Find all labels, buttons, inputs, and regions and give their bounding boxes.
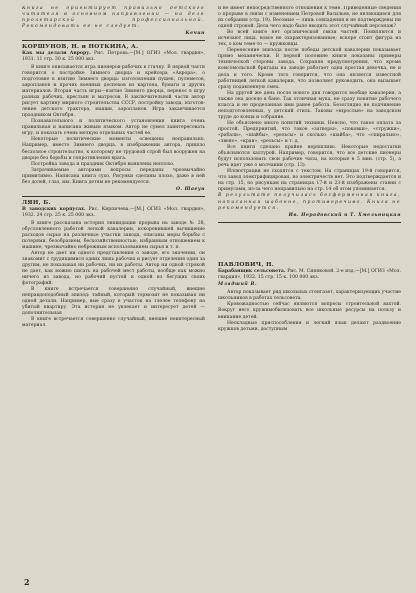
- book-details: Рис. Кирпичева.—[М.] ОГИЗ «Мол. гвардия», 1932. 24 стр. 25 к. 25 000 экз.: [22, 206, 205, 218]
- review-paragraph: Во всей книге нет органической связи частей. Появляются и исчезают лица, вовсе не охарактеризованные; вскоре стоит фигура из тех, о ком теме-то — кружковцы.: [218, 30, 401, 48]
- entry-heading: ПАВЛОВИЧ, Н.: [218, 261, 275, 268]
- book-title: В заводских корпусах.: [22, 206, 86, 212]
- review-paragraph: Постройка завода и праздник Октября выявлены неплохо.: [31, 161, 175, 167]
- review-paragraph: Не объяснено много понятий техники. Неясно, что такое оплата за простой. Предприятий, что такое «затворы», «поковки», «стружки», «рабали», «шайбы», «рельсы» и сколько «шайба», что «спирально», «звено», «кран», «рельсы» и т. д.: [218, 120, 401, 145]
- blank-space: [218, 226, 401, 260]
- review-paragraph: Иллюстрации не сходятся с текстом. На страницах 19-й говорится, что завод электрифицирован, но электричеств нет. Это подтверждается и на стр. 15, по рисункам на страницах 17-й и 23-й изображены ставни с примусами, из-за чего неправильно на стр. 14 об этом упоминается.: [218, 169, 401, 193]
- review-paragraph: Некоторые политические моменты освещены неправильно. Например, вместо Зимнего дворца, в изображении автора, пришло бесхозное строительство, к которому не трудовой строй был вооружен на дворце без борьбы и сопротивления врага.: [22, 137, 205, 161]
- section-divider: [22, 196, 205, 197]
- review-signature: О. Шаеун: [175, 186, 205, 192]
- review-paragraph: и не имеет непосредственного отношения к теме. Приведенные сведения о прорыве в связи с изменением Петровой Васильев, не являющиеся для их собрания (стр. 19). Весомые — лишь совпадения и не подтверждены ни одной строкой. Дела чего надо было вводить этот случайный персонаж?: [218, 6, 401, 30]
- review-paragraph: Автор не дает ни одного представления о заводе, его значении, он знакомит с трудящимися одних лишь рабочих и рисует отделения один за другим, не показывая ни рабочих, ни их работы. Автор ни одной строкой не дает, как можно писать на рабочей мест работы, вообще как можно ничего из завода, но рабочий пустой и одной из бегущих своих фотографий.: [22, 250, 205, 286]
- review-paragraph: На другой же день после нового дня говорится вообще кавалерия, а также она доселе в бане. Так отличная мука, не сразу понятие рабочего класса и не проделанная ими ранее работа. Безоглядно не подчинение неподготовленных, у детский стиль. Таковы «взрослые» на заводском труде до конца и собрание.: [218, 90, 401, 120]
- section-divider: [22, 40, 205, 41]
- review-paragraph: Автор показывает ряд школьных стенгазет, характеризующих участие школьников в работах сельсовета.: [218, 290, 401, 302]
- right-column: [218, 6, 401, 587]
- entry-heading: ЛЯН, Б.: [22, 199, 51, 206]
- review-paragraph: В книге рассказана история ликвидации прорыва на заводе № 28, обусловленного работой легкой кавалерии, искоренившей вычищение расходов сырья на различные участки завода, описаны меры борьбы с потерями, безобразием, бесхозяйственностью, избранным отношением к машине, чрезвычайно небрежным использованием сырья и т. п.: [22, 220, 205, 250]
- intro-signature: Кечин: [185, 31, 205, 37]
- review-paragraph: Нескладные приспособления и легкий язык делают раздвоение кружков детьми, доступным: [218, 320, 401, 332]
- book-details: Рис. М. Синяковой. 2-е изд.—[М.] ОГИЗ «Мол. гвардия», 1932. 15 стр. 15 к. 100 000 экз.: [218, 268, 401, 280]
- page-number: 2: [24, 577, 30, 587]
- book-title: Барабанщик сельсовета.: [218, 268, 286, 274]
- intro-text: Книга не ориентирует правильно детского читателя в основном направлении — на деле пролетарской профессиональной. Рекомендовать ее не следует.: [22, 6, 205, 30]
- review-paragraph: Познавательного и политического установления книга очень правильная и написана живым языком. Автор не сумел заинтересовать игру, и показать очень мелкую отдельных частей ее.: [22, 119, 205, 137]
- entry-bibliography: [22, 51, 205, 63]
- review-paragraph: В книге встречается совершенно случайный, внешне неправдоподобный эпизод: тайный, который тормозит не показывая ни одной детали. Например, вые сразу в участок на тлелее телефону на убитый квартиру. Эта история не увлекает и интересует детей — дополнительная: [22, 287, 205, 317]
- review-signature: Ив. Нерадовский и Т. Хмельницкая: [288, 212, 401, 218]
- review-paragraph: Кровожадностью сейчас являются вопросы строительной вахтой. Вокруг него кружимобилизовать все школьные ресурсы на пользу и вникание детей.: [218, 302, 401, 320]
- review-paragraph: Все книги сделано крайне неряшливо. Некоторые недостатки объясняются халтурой. Например, говорится, что все детские пионеры будут использовать свои рабочие часы, на которые в 5 мин. (стр. 5), а речь идет уже о молчании (стр. 13).: [218, 145, 401, 169]
- age-group: Младший В.: [218, 282, 258, 288]
- left-column: [22, 6, 205, 587]
- review-paragraph: В книге описывается игра пионеров-рабочих в стачку. В первой части говорится о постройке Зимнего дворца и крейсера «Аврора», о подготовке к взятию Зимнего дворца: изготовлении пушек, пулеметов, аэропланов и прочих военных доспехов из картона, бумаги и других материалов. Вторая часть игры—взятие Зимнего дворца, перенос в игру разных рабочих, крестьян и матросов. В заключительной части автор рисует картину мирного строительства СССР, постройку завода, изготовление детского трактора, машин, аэропланов. Игра заканчивается праздником Октября.: [22, 64, 205, 119]
- section-divider: [218, 222, 401, 223]
- book-title: Как мы делали Аврору.: [22, 51, 91, 57]
- entry-bibliography: [218, 269, 401, 281]
- entry-heading: КОРШУНОВ, Н. и НОТКИНА, А.: [22, 44, 139, 51]
- entry-bibliography: [22, 207, 205, 219]
- review-paragraph: Перенесение эпизода после победы детской кавалерии показывает прямо механически. В первой половине книги показаны примеры технической стороны завода. Сохраняя предусмотрения, что кроме комсомольской бригады на заводе работает одна простая девочка, не и дела и того. Кроме того говорится, что она является известной работницей легкой кавалерии, что позволяет руководить, она вызывает сразу подавленную смех.: [218, 48, 401, 90]
- review-paragraph: Затрачиваемые авторами вопросы переданы чрезвычайно примитивно. Написана книга сухо. Рисунки сделаны плохо, даже в ней без долей, глаз, мы. Книга детям не рекомендуется.: [22, 167, 205, 185]
- verdict-text: В результате получилась бесформенная книга, написанная шабонно, противоречиво. Книга не рекомендуется.: [218, 193, 401, 211]
- review-paragraph: В книге встречается совершенно случайный, внешне неинтересный материал.: [22, 317, 205, 329]
- book-details: Рис. Петрова.—[М.] ОГИЗ «Мол. гвардия», 1931. 11 стр. 30 к. 25 000 экз.: [22, 51, 205, 63]
